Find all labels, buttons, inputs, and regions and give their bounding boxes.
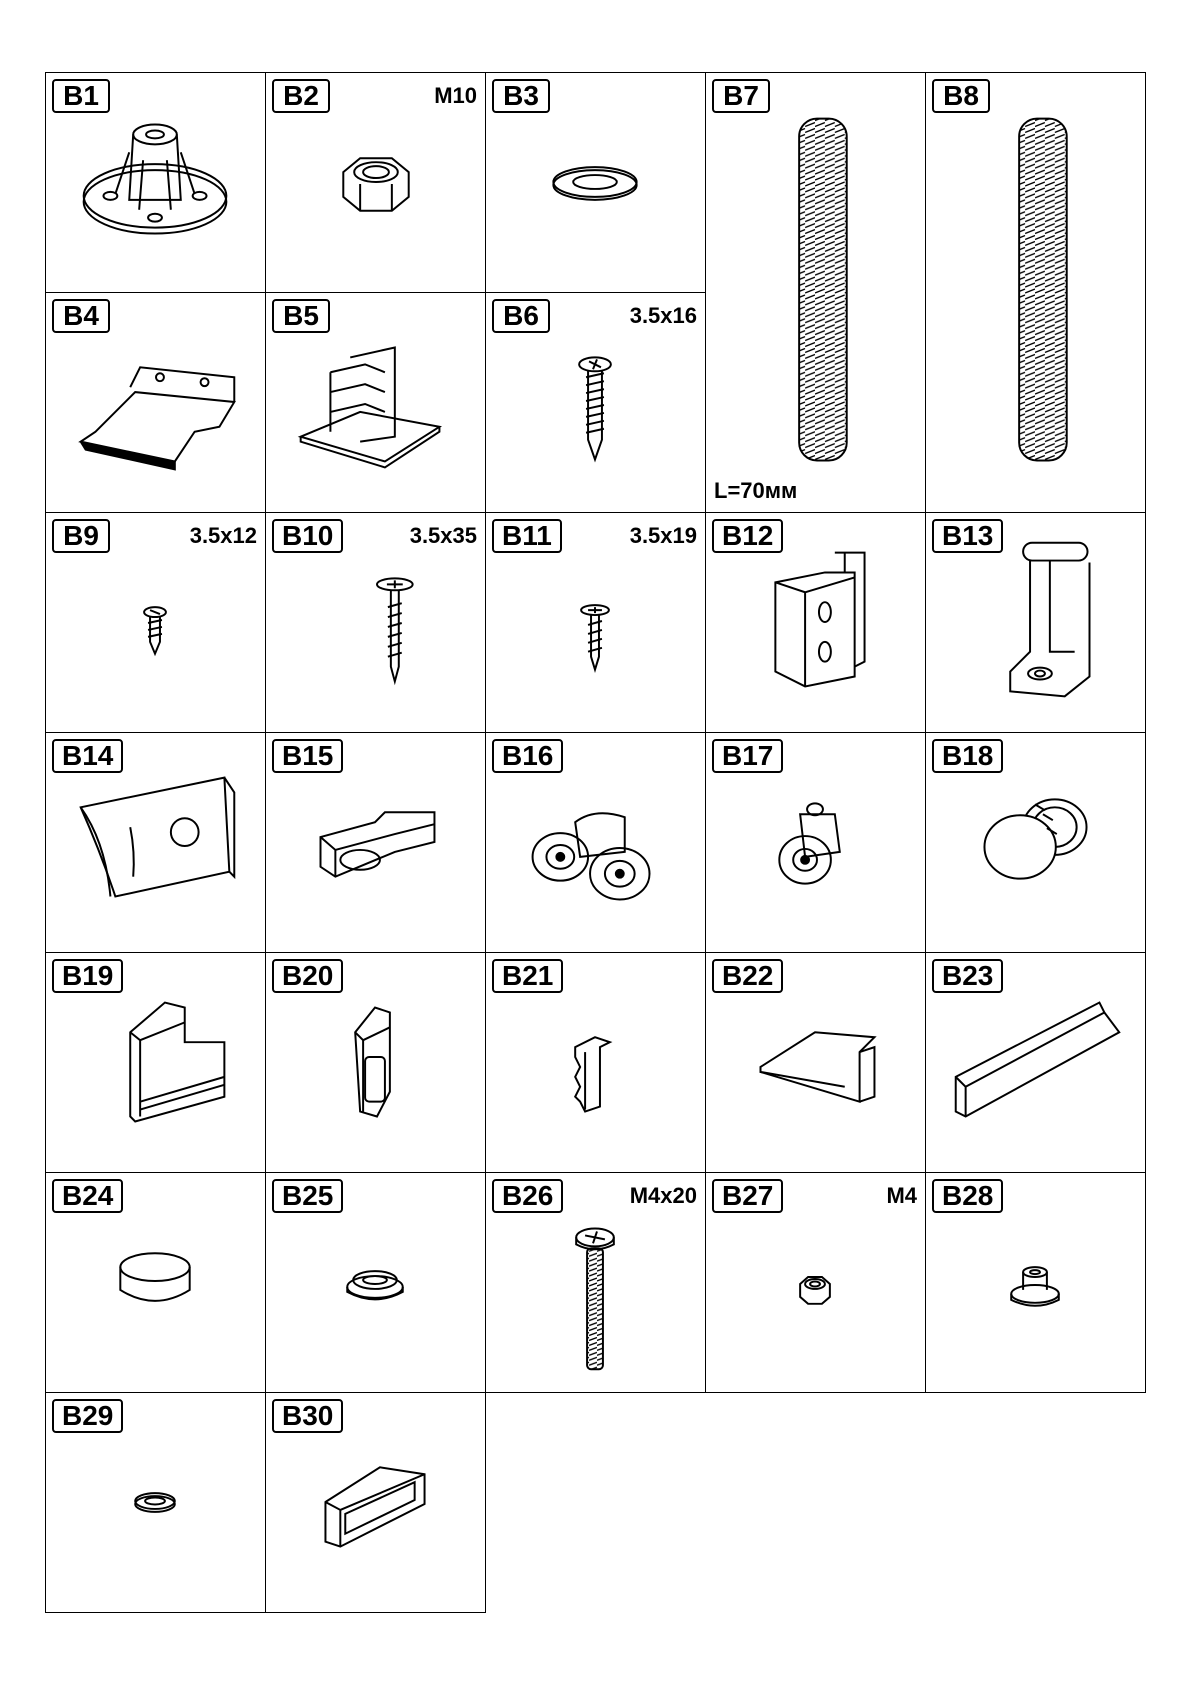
part-label: B20 — [272, 959, 343, 993]
part-label: B4 — [52, 299, 110, 333]
ribbed-bracket-icon — [266, 293, 485, 512]
part-label: B15 — [272, 739, 343, 773]
part-label: B23 — [932, 959, 1003, 993]
part-label: B26 — [492, 1179, 563, 1213]
part-spec: 3.5x16 — [629, 303, 697, 328]
part-cell-b7 — [705, 72, 926, 513]
screw-icon — [266, 513, 485, 732]
part-label: B2 — [272, 79, 330, 113]
screw-icon — [486, 513, 705, 732]
part-label: B16 — [492, 739, 563, 773]
clip-profile-icon — [266, 953, 485, 1172]
corner-profile-icon — [46, 953, 265, 1172]
part-cell-b22 — [705, 952, 926, 1173]
part-label: B21 — [492, 959, 563, 993]
knob-bearing-icon — [926, 733, 1145, 952]
part-cell-b2 — [265, 72, 486, 293]
part-label: B8 — [932, 79, 990, 113]
threaded-rod-icon — [706, 73, 925, 512]
part-spec: 3.5x35 — [409, 523, 477, 548]
bushing-icon — [926, 1173, 1145, 1392]
part-label: B12 — [712, 519, 783, 553]
parts-grid — [45, 72, 1145, 1612]
part-label: B27 — [712, 1179, 783, 1213]
angle-profile-icon — [926, 953, 1145, 1172]
hinge-block-icon — [706, 513, 925, 732]
part-cell-b13 — [925, 512, 1146, 733]
part-label: B17 — [712, 739, 783, 773]
part-cell-b3 — [485, 72, 706, 293]
part-label: B14 — [52, 739, 123, 773]
part-label: B18 — [932, 739, 1003, 773]
part-cell-b16 — [485, 732, 706, 953]
part-cell-b11 — [485, 512, 706, 733]
part-cell-b8 — [925, 72, 1146, 513]
part-cell-b28 — [925, 1172, 1146, 1393]
curved-clip-icon — [46, 733, 265, 952]
washer-icon — [486, 73, 705, 292]
hex-nut-icon — [266, 73, 485, 292]
part-cell-b24 — [45, 1172, 266, 1393]
part-cell-b26 — [485, 1172, 706, 1393]
rect-profile-icon — [266, 1393, 485, 1612]
part-cell-b27 — [705, 1172, 926, 1393]
part-spec: M4 — [886, 1183, 917, 1208]
slot-block-icon — [266, 733, 485, 952]
part-spec: 3.5x19 — [629, 523, 697, 548]
part-cell-b10 — [265, 512, 486, 733]
part-cell-b5 — [265, 292, 486, 513]
part-label: B28 — [932, 1179, 1003, 1213]
part-label: B30 — [272, 1399, 343, 1433]
part-cell-b29 — [45, 1392, 266, 1613]
part-cell-b21 — [485, 952, 706, 1173]
plate-profile-icon — [706, 953, 925, 1172]
part-cell-b20 — [265, 952, 486, 1173]
part-label: B3 — [492, 79, 550, 113]
part-cell-b6 — [485, 292, 706, 513]
part-label: B7 — [712, 79, 770, 113]
bolt-icon — [486, 1173, 705, 1392]
small-washer-icon — [46, 1393, 265, 1612]
part-cell-b14 — [45, 732, 266, 953]
handle-bracket-icon — [926, 513, 1145, 732]
part-label: B13 — [932, 519, 1003, 553]
part-label: B24 — [52, 1179, 123, 1213]
screw-icon — [486, 293, 705, 512]
part-label: B10 — [272, 519, 343, 553]
part-label: B6 — [492, 299, 550, 333]
part-label: B22 — [712, 959, 783, 993]
part-label: B25 — [272, 1179, 343, 1213]
part-cell-b25 — [265, 1172, 486, 1393]
cup-washer-icon — [266, 1173, 485, 1392]
small-nut-icon — [706, 1173, 925, 1392]
part-label: B1 — [52, 79, 110, 113]
part-label: B29 — [52, 1399, 123, 1433]
part-cell-b17 — [705, 732, 926, 953]
toothed-clip-icon — [486, 953, 705, 1172]
cap-icon — [46, 1173, 265, 1392]
part-cell-b9 — [45, 512, 266, 733]
part-label: B9 — [52, 519, 110, 553]
part-length-note: L=70мм — [714, 478, 798, 503]
part-cell-b23 — [925, 952, 1146, 1173]
part-cell-b12 — [705, 512, 926, 733]
single-roller-icon — [706, 733, 925, 952]
threaded-rod-icon — [926, 73, 1145, 512]
part-label: B5 — [272, 299, 330, 333]
part-cell-b15 — [265, 732, 486, 953]
part-cell-b4 — [45, 292, 266, 513]
part-spec: M10 — [434, 83, 477, 108]
part-cell-b1 — [45, 72, 266, 293]
part-spec: 3.5x12 — [189, 523, 257, 548]
screw-icon — [46, 513, 265, 732]
part-cell-b30 — [265, 1392, 486, 1613]
part-cell-b19 — [45, 952, 266, 1173]
part-cell-b18 — [925, 732, 1146, 953]
mounting-plate-icon — [46, 293, 265, 512]
part-spec: M4x20 — [629, 1183, 697, 1208]
part-label: B11 — [492, 519, 562, 553]
double-roller-icon — [486, 733, 705, 952]
floor-flange-base-icon — [46, 73, 265, 292]
part-label: B19 — [52, 959, 123, 993]
